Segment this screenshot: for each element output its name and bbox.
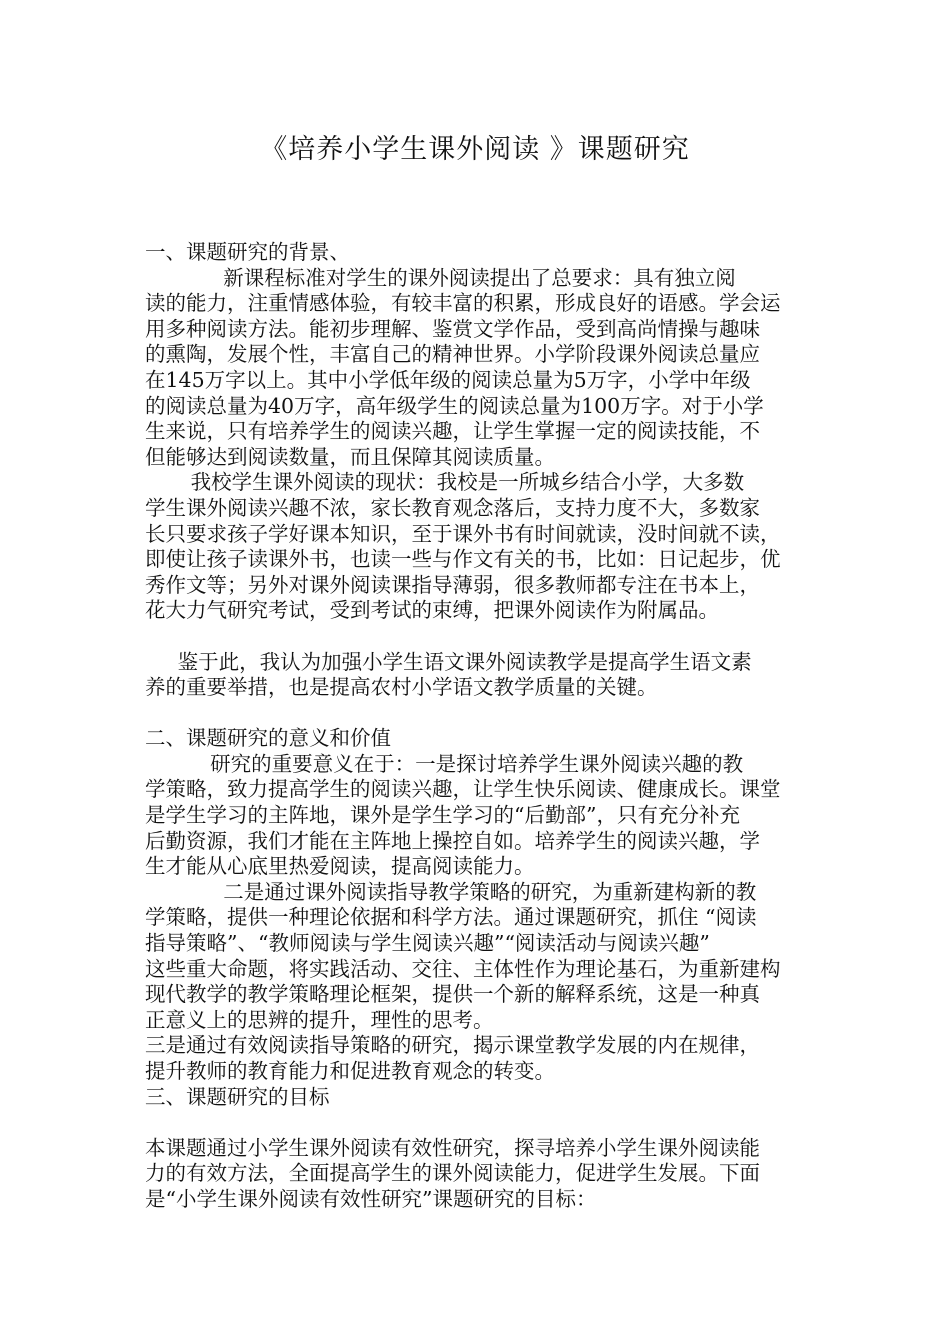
blank-line bbox=[145, 1110, 813, 1136]
text-line: 提升教师的教育能力和促进教育观念的转变。 bbox=[145, 1059, 555, 1083]
text-line: 学策略，提供一种理论依据和科学方法。通过课题研究，抓住 “阅读 bbox=[145, 905, 757, 930]
text-line: 正意义上的思辨的提升，理性的思考。 bbox=[145, 1007, 494, 1032]
text-line: 的熏陶，发展个性，丰富自己的精神世界。小学阶段课外阅读总量应 bbox=[145, 342, 760, 367]
text-line: 的阅读总量为40万字，高年级学生的阅读总量为100万字。对于小学 bbox=[145, 393, 764, 418]
text-line: 三、课题研究的目标 bbox=[145, 1084, 330, 1109]
text-line: 本课题通过小学生课外阅读有效性研究，探寻培养小学生课外阅读能 bbox=[145, 1135, 760, 1160]
text-line: 现代教学的教学策略理论框架，提供一个新的解释系统，这是一种真 bbox=[145, 982, 760, 1007]
text-line: 但能够达到阅读数量，而且保障其阅读质量。 bbox=[145, 444, 555, 469]
text-line: 用多种阅读方法。能初步理解、鉴赏文学作品，受到高尚情操与趣味 bbox=[145, 316, 760, 341]
text-line: 长只要求孩子学好课本知识，至于课外书有时间就读，没时间就不读， bbox=[145, 521, 781, 546]
document-title: 《培养小学生课外阅读 》课题研究 bbox=[260, 134, 690, 165]
text-line: 后勤资源，我们才能在主阵地上操控自如。培养学生的阅读兴趣，学 bbox=[145, 828, 760, 853]
text-line: 在145万字以上。其中小学低年级的阅读总量为5万字，小学中年级 bbox=[145, 367, 751, 392]
text-line: 是“小学生课外阅读有效性研究”课题研究的目标： bbox=[145, 1186, 597, 1211]
blank-line bbox=[145, 624, 813, 650]
text-line: 研究的重要意义在于：一是探讨培养学生课外阅读兴趣的教 bbox=[145, 751, 744, 776]
text-line: 二是通过课外阅读指导教学策略的研究，为重新建构新的教 bbox=[145, 879, 757, 904]
text-line: 是学生学习的主阵地，课外是学生学习的“后勤部”，只有充分补充 bbox=[145, 803, 740, 828]
text-line: 学生课外阅读兴趣不浓，家长教育观念落后，支持力度不大，多数家 bbox=[145, 495, 760, 520]
text-line: 学策略，致力提高学生的阅读兴趣，让学生快乐阅读、健康成长。课堂 bbox=[145, 777, 781, 802]
text-line: 我校学生课外阅读的现状：我校是一所城乡结合小学，大多数 bbox=[145, 470, 745, 495]
text-line: 生才能从心底里热爱阅读，提高阅读能力。 bbox=[145, 854, 535, 879]
text-line: 二、课题研究的意义和价值 bbox=[145, 726, 391, 751]
text-line: 三是通过有效阅读指导策略的研究，揭示课堂教学发展的内在规律， bbox=[145, 1033, 760, 1058]
text-line: 养的重要举措，也是提高农村小学语文教学质量的关键。 bbox=[145, 675, 658, 700]
text-line: 这些重大命题，将实践活动、交往、主体性作为理论基石，为重新建构 bbox=[145, 956, 781, 981]
document-body bbox=[145, 240, 813, 1213]
blank-line bbox=[145, 701, 813, 727]
text-line: 一、课题研究的背景、 bbox=[145, 240, 350, 264]
text-line: 鉴于此，我认为加强小学生语文课外阅读教学是提高学生语文素 bbox=[145, 649, 752, 674]
text-line: 读的能力，注重情感体验，有较丰富的积累，形成良好的语感。学会运 bbox=[145, 291, 781, 316]
text-line: 指导策略”、“教师阅读与学生阅读兴趣”“阅读活动与阅读兴趣” bbox=[145, 931, 710, 956]
text-line: 即使让孩子读课外书，也读一些与作文有关的书，比如：日记起步，优 bbox=[145, 547, 781, 572]
text-line: 生来说，只有培养学生的阅读兴趣，让学生掌握一定的阅读技能，不 bbox=[145, 419, 760, 444]
text-line: 新课程标准对学生的课外阅读提出了总要求：具有独立阅 bbox=[145, 265, 736, 290]
text-line: 花大力气研究考试，受到考试的束缚，把课外阅读作为附属品。 bbox=[145, 598, 719, 623]
text-line: 力的有效方法，全面提高学生的课外阅读能力，促进学生发展。下面 bbox=[145, 1161, 760, 1186]
text-line: 秀作文等；另外对课外阅读课指导薄弱，很多教师都专注在书本上， bbox=[145, 572, 760, 597]
